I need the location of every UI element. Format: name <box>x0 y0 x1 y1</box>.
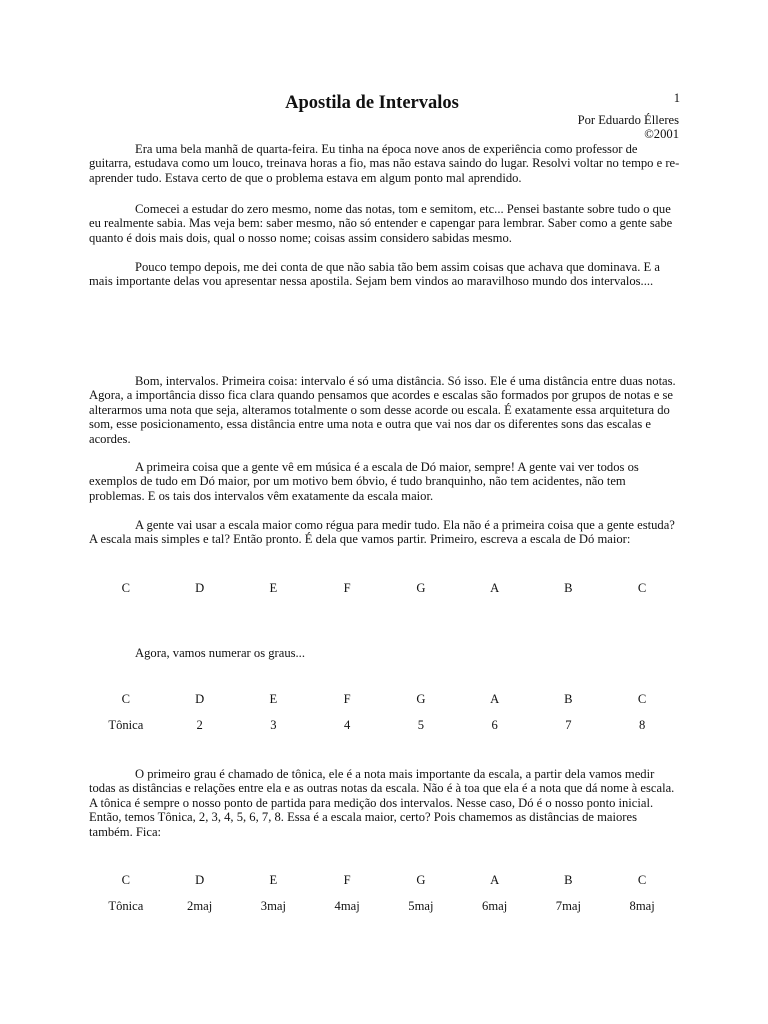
copyright-year: ©2001 <box>644 127 679 142</box>
note-cell: A <box>490 581 500 595</box>
paragraph: Era uma bela manhã de quarta-feira. Eu tinha na época nove anos de experiência como professor de guitarra, estudava como um louco, treinava horas a fio, mas não estava saindo do lugar. Resolvi voltar no tempo e re-aprender tudo. Estava certo de que o problema estava em algum ponto mal aprendido. <box>89 142 680 185</box>
note-cell: C <box>121 873 131 887</box>
interval-cell: 6maj <box>482 899 508 913</box>
paragraph: Pouco tempo depois, me dei conta de que não sabia tão bem assim coisas que achava que dominava. E a mais importante delas vou apresentar nessa apostila. Sejam bem vindos ao maravilhoso mundo dos intervalos.... <box>89 260 660 289</box>
intervals-row <box>89 899 679 913</box>
note-cell: D <box>195 873 205 887</box>
note-cell: E <box>269 692 278 706</box>
interval-cell: Tônica <box>108 899 144 913</box>
paragraph: A primeira coisa que a gente vê em música é a escala de Dó maior, sempre! A gente vai ver todos os exemplos de tudo em Dó maior, por um motivo bem óbvio, é tudo branquinho, não tem acidentes, não tem problemas. E os tais dos intervalos vêm exatamente da escala maior. <box>89 460 639 503</box>
interval-notes-row <box>89 873 679 887</box>
paragraph: Comecei a estudar do zero mesmo, nome das notas, tom e semitom, etc... Pensei bastante sobre tudo o que eu realmente sabia. Mas veja bem: saber mesmo, não só entender e capengar para lembrar. Saber como a gente sabe quanto é dois mais dois, qual o nosso nome; coisas assim considero sabidas mesmo. <box>89 202 673 245</box>
paragraph: Agora, vamos numerar os graus... <box>135 646 305 660</box>
interval-cell: 2maj <box>187 899 213 913</box>
paragraph: Bom, intervalos. Primeira coisa: intervalo é só uma distância. Só isso. Ele é uma distância entre duas notas. Agora, a importância disso fica clara quando pensamos que acordes e escalas são formados por grupos de notas e se alterarmos uma nota que seja, alteramos totalmente o som desse acorde ou escala. É exatamente essa arquitetura do som, esse posicionamento, essa distância entre uma nota e outra que vai nos dar os diferentes sons das escalas e acordes. <box>89 374 676 446</box>
note-cell: A <box>490 692 500 706</box>
note-cell: E <box>269 581 278 595</box>
interval-cell: 8maj <box>629 899 655 913</box>
degree-cell: 5 <box>417 718 425 732</box>
interval-cell: 7maj <box>555 899 581 913</box>
degree-cell: 2 <box>196 718 203 732</box>
note-cell: C <box>121 692 131 706</box>
author: Por Eduardo Élleres <box>577 113 679 127</box>
note-cell: G <box>416 873 426 887</box>
note-cell: C <box>637 873 647 887</box>
note-cell: F <box>343 581 351 595</box>
note-cell: D <box>195 581 205 595</box>
note-cell: D <box>195 692 205 706</box>
note-cell: G <box>416 581 426 595</box>
degree-cell: 3 <box>270 718 277 732</box>
note-cell: F <box>343 692 351 706</box>
page-number: 1 <box>673 91 680 105</box>
degree-cell: Tônica <box>108 718 144 732</box>
degree-cell: 7 <box>565 718 572 732</box>
note-cell: B <box>564 581 573 595</box>
paragraph: O primeiro grau é chamado de tônica, ele é a nota mais importante da escala, a partir dela vamos medir todas as distâncias e relações entre ela e as outras notas da escala. Não é à toa que ela é a nota que dá nome à escala. A tônica é sempre o nosso ponto de partida para medição dos intervalos. Nesse caso, Dó é o nosso ponto inicial. Então, temos Tônica, 2, 3, 4, 5, 6, 7, 8. Essa é a escala maior, certo? Pois chamemos as distâncias de maiores também. Fica: <box>89 767 675 839</box>
interval-cell: 5maj <box>408 899 434 913</box>
note-cell: G <box>416 692 426 706</box>
degrees-row <box>89 718 679 732</box>
page-title: Apostila de Intervalos <box>285 93 459 113</box>
note-cell: A <box>490 873 500 887</box>
note-cell: C <box>637 692 647 706</box>
numbered-notes-row <box>89 692 679 706</box>
paragraph: A gente vai usar a escala maior como régua para medir tudo. Ela não é a primeira coisa que a gente estuda? A escala mais simples e tal? Então pronto. É dela que vamos partir. Primeiro, escreva a escala de Dó maior: <box>89 518 675 547</box>
interval-cell: 3maj <box>260 899 286 913</box>
degree-cell: 4 <box>343 718 351 732</box>
note-cell: F <box>343 873 351 887</box>
note-cell: B <box>564 873 573 887</box>
degree-cell: 6 <box>491 718 498 732</box>
note-cell: B <box>564 692 573 706</box>
note-cell: E <box>269 873 278 887</box>
interval-cell: 4maj <box>334 899 360 913</box>
scale-notes-row <box>89 581 679 595</box>
note-cell: C <box>121 581 131 595</box>
note-cell: C <box>637 581 647 595</box>
degree-cell: 8 <box>638 718 646 732</box>
byline <box>578 113 679 142</box>
